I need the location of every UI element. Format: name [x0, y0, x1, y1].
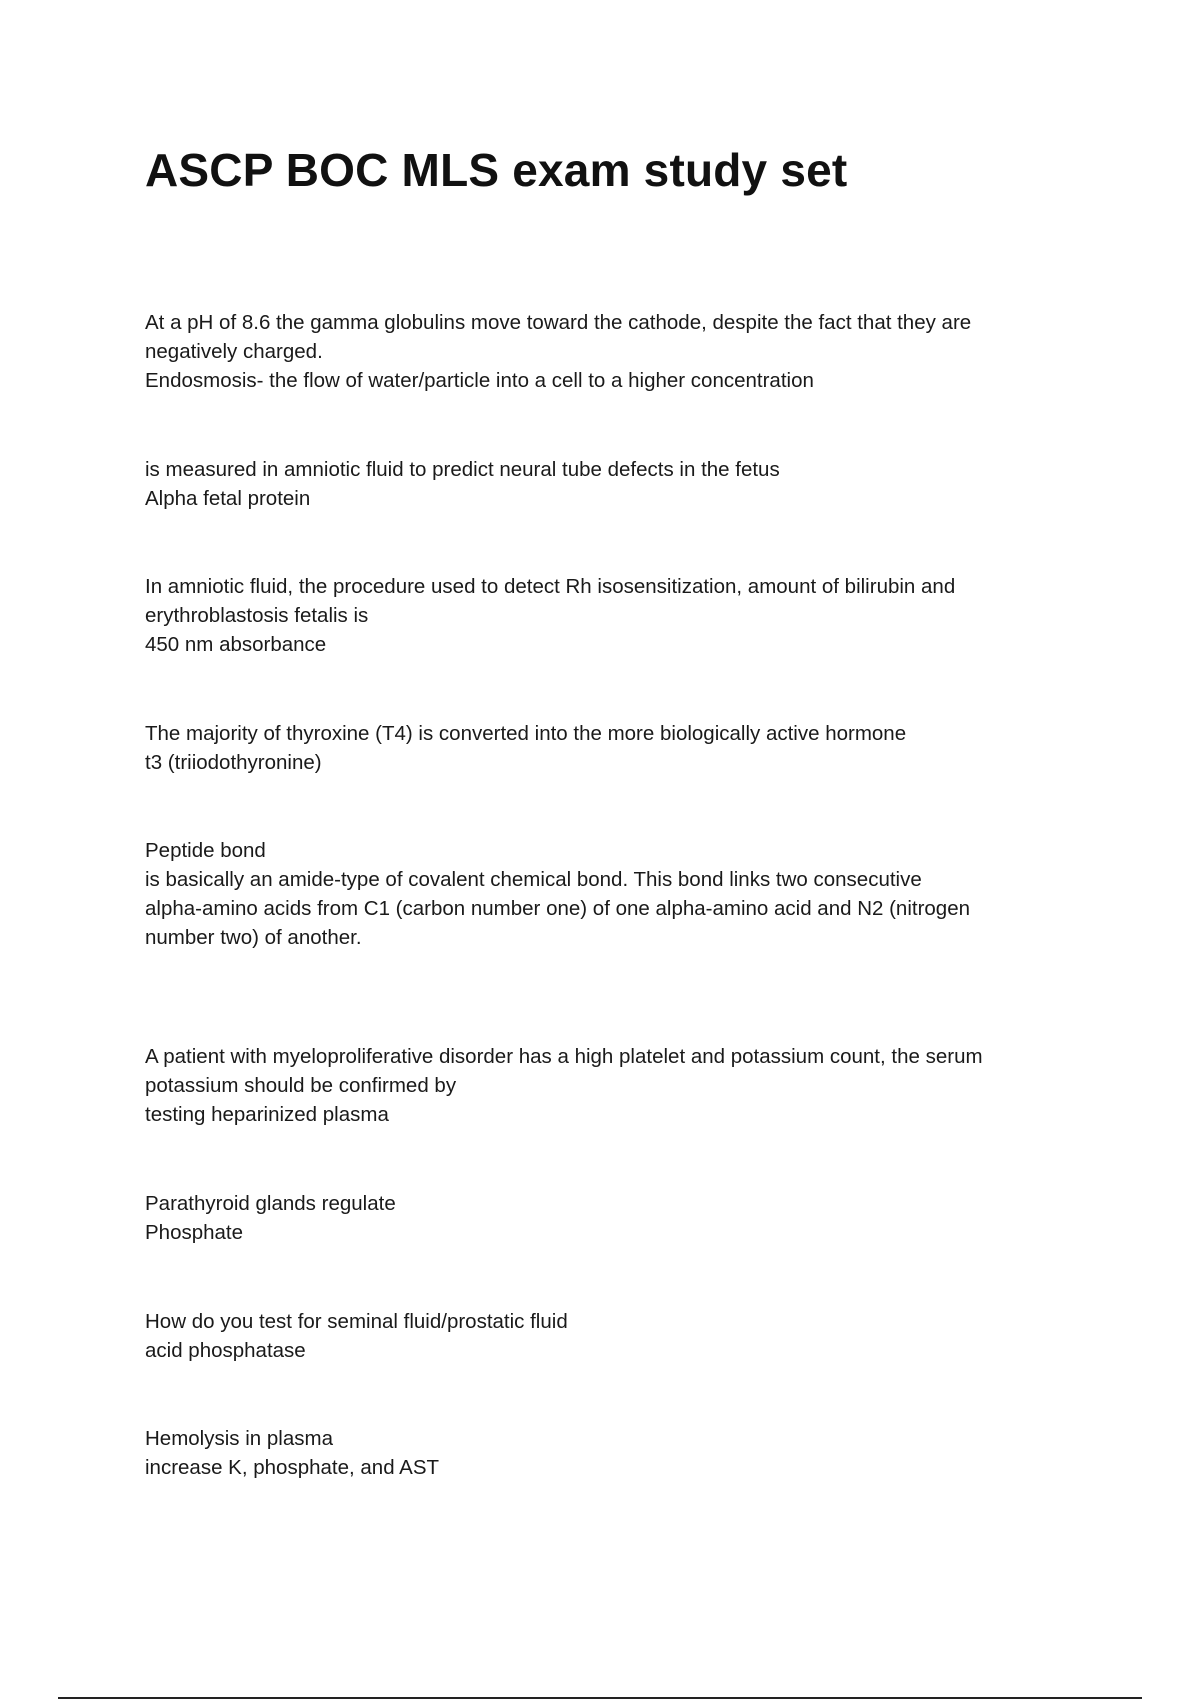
answer-text: increase K, phosphate, and AST — [145, 1456, 440, 1479]
study-card — [145, 308, 1065, 395]
study-card — [145, 572, 1065, 659]
answer-text: acid phosphatase — [145, 1339, 306, 1362]
page-title: ASCP BOC MLS exam study set — [145, 144, 848, 196]
question-text: is measured in amniotic fluid to predict neural tube defects in the fetus — [145, 458, 780, 481]
answer-text: alpha-amino acids from C1 (carbon number one) of one alpha-amino acid and N2 (nitrogen — [145, 897, 971, 920]
answer-text: Alpha fetal protein — [145, 487, 311, 510]
answer-text: is basically an amide-type of covalent chemical bond. This bond links two consecutive — [145, 868, 922, 891]
question-text: Parathyroid glands regulate — [145, 1192, 396, 1215]
answer-text: Endosmosis- the flow of water/particle into a cell to a higher concentration — [145, 369, 814, 392]
question-text: negatively charged. — [145, 340, 323, 363]
question-text: In amniotic fluid, the procedure used to detect Rh isosensitization, amount of bilirubin and — [145, 575, 956, 598]
study-card — [145, 1189, 1065, 1247]
answer-text: 450 nm absorbance — [145, 633, 327, 656]
answer-text: Phosphate — [145, 1221, 244, 1244]
study-card — [145, 1424, 1065, 1482]
question-text: At a pH of 8.6 the gamma globulins move toward the cathode, despite the fact that they are — [145, 311, 972, 334]
study-card — [145, 455, 1065, 513]
study-card — [145, 719, 1065, 777]
question-text: Peptide bond — [145, 839, 266, 862]
question-text: Hemolysis in plasma — [145, 1427, 333, 1450]
study-card — [145, 1307, 1065, 1365]
answer-text: number two) of another. — [145, 926, 362, 949]
question-text: How do you test for seminal fluid/prostatic fluid — [145, 1310, 568, 1333]
study-card — [145, 1042, 1065, 1129]
question-text: The majority of thyroxine (T4) is converted into the more biologically active hormone — [145, 722, 907, 745]
answer-text: testing heparinized plasma — [145, 1103, 389, 1126]
study-card — [145, 836, 1065, 952]
question-text: A patient with myeloproliferative disorder has a high platelet and potassium count, the serum — [145, 1045, 983, 1068]
question-text: erythroblastosis fetalis is — [145, 604, 369, 627]
question-text: potassium should be confirmed by — [145, 1074, 457, 1097]
footer-divider — [58, 1697, 1142, 1699]
answer-text: t3 (triiodothyronine) — [145, 751, 322, 774]
